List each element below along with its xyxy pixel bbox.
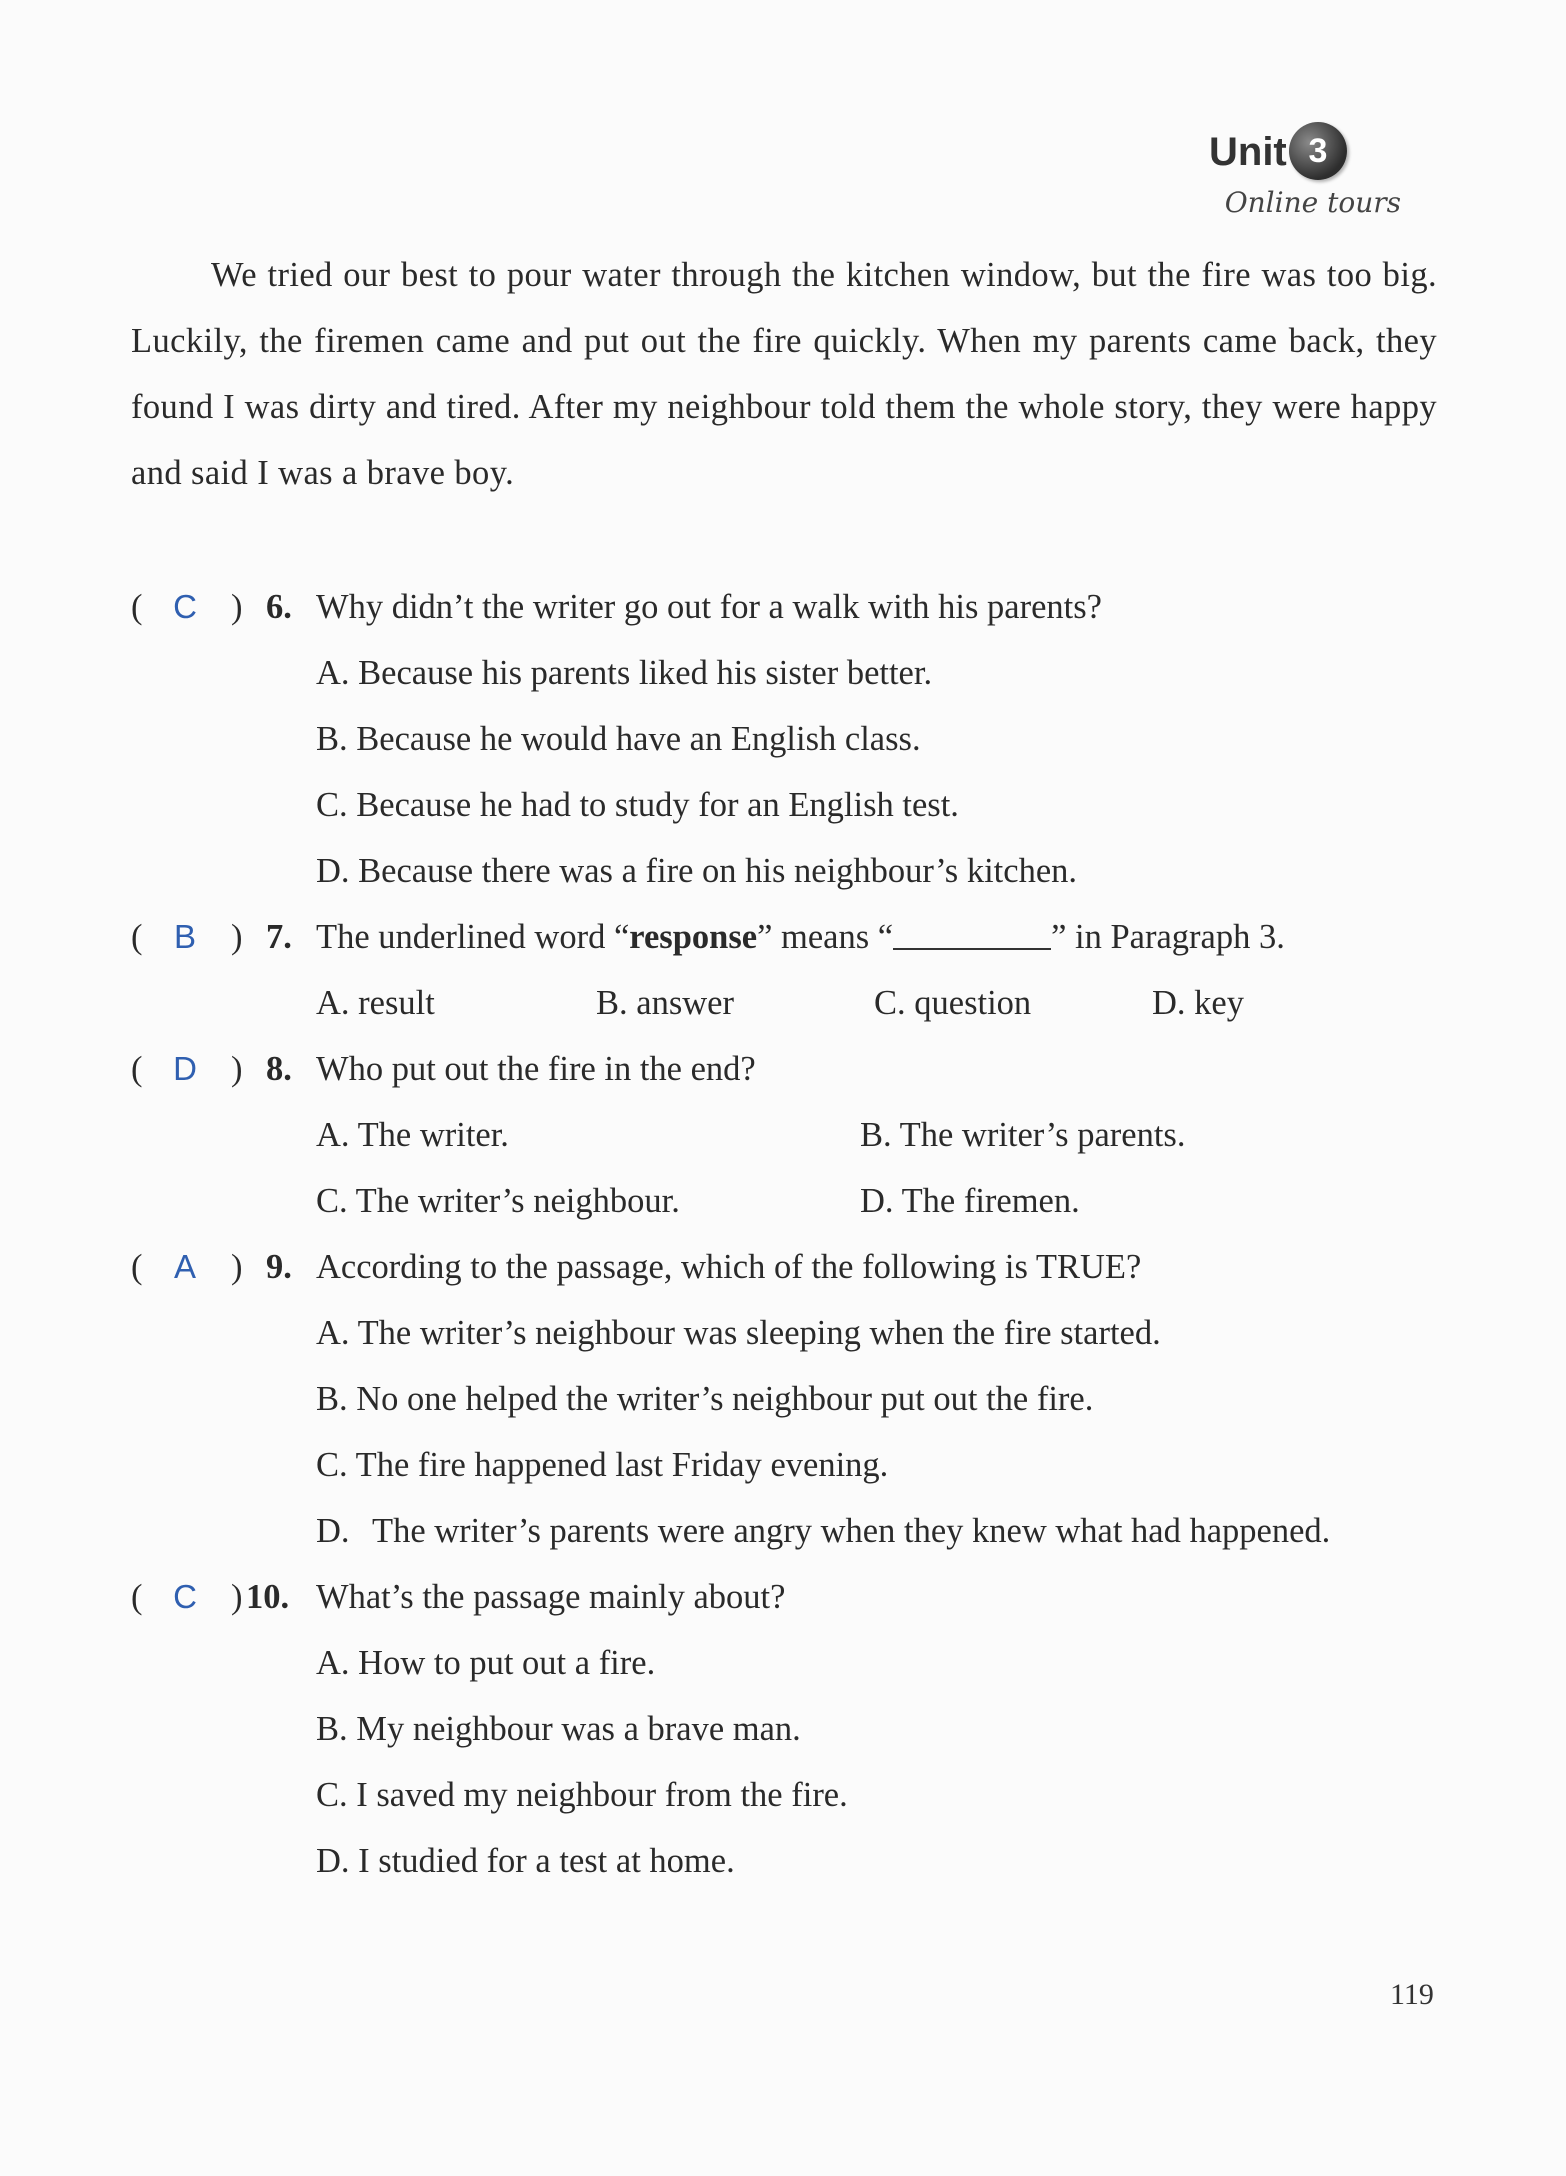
question-number: 7. — [266, 918, 292, 956]
option-9b: B. No one helped the writer’s neighbour put out the fire. — [316, 1380, 1094, 1418]
answer-blank — [893, 918, 1051, 950]
options-7: A. result B. answer C. question D. key — [316, 984, 1244, 1022]
question-text: According to the passage, which of the following is TRUE? — [316, 1248, 1142, 1286]
option-10c: C. I saved my neighbour from the fire. — [316, 1776, 848, 1814]
question-list — [131, 574, 1437, 1894]
question-number: 6. — [266, 588, 292, 626]
unit-title: Online tours — [1224, 186, 1401, 219]
passage-paragraph: We tried our best to pour water through the kitchen window, but the fire was too big. Luckily, the firemen came and put out the fire quickly. When my parents came back, they found I was dirty and tired. After my neighbour told them the whole story, they were happy and said I was a brave boy. — [131, 256, 1437, 492]
question-8: ( D ) 8. Who put out the fire in the end? — [131, 1036, 1437, 1102]
question-text: The underlined word “response” means “ ” in Paragraph 3. — [316, 918, 1285, 956]
question-number: 8. — [266, 1050, 292, 1088]
option-6b: B. Because he would have an English class. — [316, 720, 921, 758]
answer-7: B — [173, 918, 196, 955]
option-9d: D. The writer’s parents were angry when they knew what had happened. — [316, 1512, 1331, 1550]
option-10a: A. How to put out a fire. — [316, 1644, 656, 1682]
question-7: ( B ) 7. The underlined word “response” means “ ” in Paragraph 3. — [131, 904, 1437, 970]
question-text: What’s the passage mainly about? — [316, 1578, 786, 1616]
option-9c: C. The fire happened last Friday evening. — [316, 1446, 889, 1484]
answer-8: D — [173, 1050, 197, 1087]
unit-header — [1151, 118, 1411, 228]
underlined-word: response — [629, 918, 758, 956]
question-text: Who put out the fire in the end? — [316, 1050, 756, 1088]
question-text: Why didn’t the writer go out for a walk with his parents? — [316, 588, 1102, 626]
option-6d: D. Because there was a fire on his neighbour’s kitchen. — [316, 852, 1078, 890]
option-10d: D. I studied for a test at home. — [316, 1842, 735, 1880]
option-6a: A. Because his parents liked his sister better. — [316, 654, 933, 692]
unit-label: Unit — [1209, 130, 1287, 174]
question-number: 9. — [266, 1248, 292, 1286]
question-10: ( C ) 10. What’s the passage mainly about? — [131, 1564, 1437, 1630]
option-10b: B. My neighbour was a brave man. — [316, 1710, 801, 1748]
unit-number-badge: 3 — [1289, 122, 1347, 180]
page-number: 119 — [1390, 1978, 1434, 2011]
answer-9: A — [173, 1248, 196, 1285]
question-9: ( A ) 9. According to the passage, which of the following is TRUE? — [131, 1234, 1437, 1300]
answer-6: C — [173, 588, 197, 625]
option-6c: C. Because he had to study for an English test. — [316, 786, 959, 824]
options-8cd: C. The writer’s neighbour. D. The firemen. — [316, 1182, 1080, 1220]
option-9a: A. The writer’s neighbour was sleeping when the fire started. — [316, 1314, 1161, 1352]
answer-10: C — [173, 1578, 197, 1615]
question-number: 10. — [246, 1578, 290, 1616]
question-6: ( C ) 6. Why didn’t the writer go out for a walk with his parents? — [131, 574, 1437, 640]
reading-passage — [131, 242, 1437, 506]
options-8ab: A. The writer. B. The writer’s parents. — [316, 1116, 1186, 1154]
